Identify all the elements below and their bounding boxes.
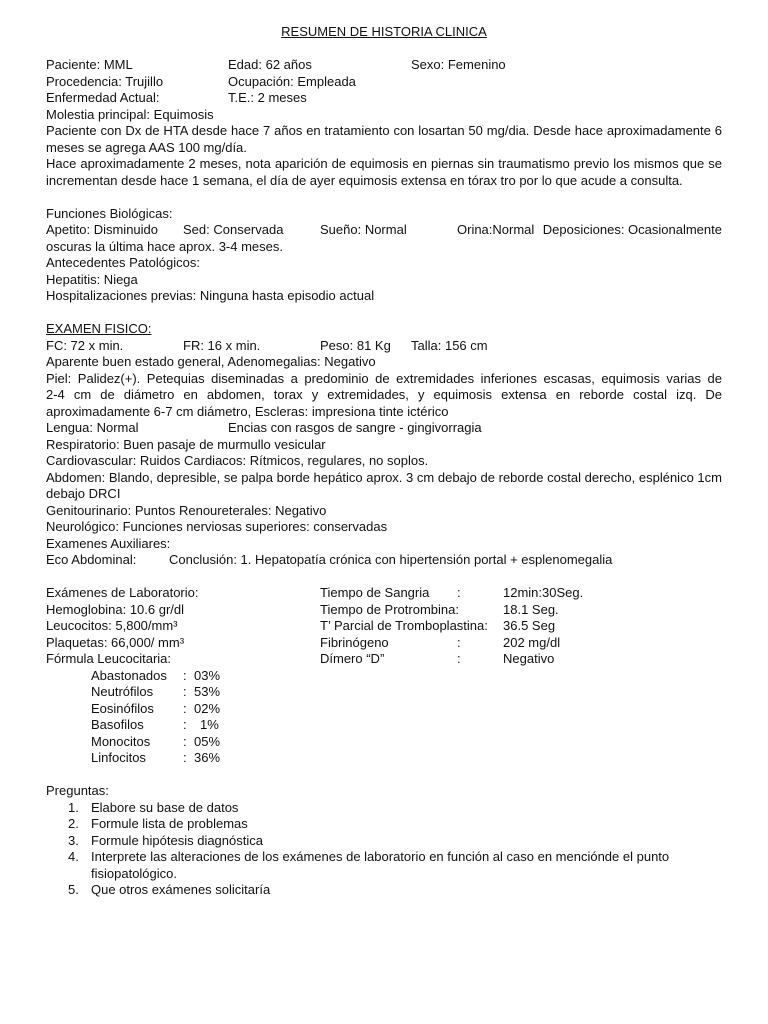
sleep: Sueño: Normal [320, 222, 407, 237]
patient-name: Paciente: MML [46, 57, 133, 72]
formula-value: 36% [194, 750, 221, 765]
lab-value: 12min:30Seg. [503, 585, 584, 600]
history-line: Paciente con Dx de HTA desde hace 7 años en tratamiento con losartan 50 mg/dia. Desde hace aproximadamente 6 [46, 123, 722, 138]
urine: Orina:Normal [457, 222, 535, 237]
leukocyte-formula [46, 668, 722, 767]
lab-left-item: Leucocitos: 5,800/mm³ [46, 618, 178, 633]
question-text: Interprete las alteraciones de los exámenes de laboratorio en función al caso en menciónde el punto fisiopatológico. [91, 849, 670, 881]
lab-row [46, 602, 722, 619]
skin-line: Piel: Palidez(+). Petequias diseminadas a predominio de extremidades inferiones escasas, equimosis varias de [46, 370, 722, 386]
physical-exam-header: EXAMEN FISICO: [46, 321, 152, 336]
formula-sep: : [183, 684, 187, 699]
lab-sep: : [457, 585, 461, 600]
lab-label: Dímero “D” [320, 651, 385, 666]
abdomen-line: debajo DRCI [46, 486, 121, 501]
heart-rate: FC: 72 x min. [46, 337, 124, 353]
question-number: 3. [68, 832, 79, 848]
questions-header: Preguntas: [46, 783, 109, 798]
lab-value: Negativo [503, 651, 555, 666]
hospitalizations: Hospitalizaciones previas: Ninguna hasta episodio actual [46, 288, 375, 303]
tongue: Lengua: Normal [46, 420, 139, 435]
lab-left-item: Plaquetas: 66,000/ mm³ [46, 634, 185, 650]
abdominal-echo [46, 552, 722, 569]
formula-value: 05% [194, 733, 221, 749]
respiratory-rate: FR: 16 x min. [183, 337, 261, 353]
lab-row [46, 651, 722, 668]
main-complaint: Molestia principal: Equimosis [46, 106, 214, 122]
question-text: Elabore su base de datos [91, 799, 239, 815]
formula-value: 02% [194, 700, 221, 716]
patient-row-2 [46, 74, 722, 91]
lab-value: 18.1 Seg. [503, 601, 559, 617]
hepatitis: Hepatitis: Niega [46, 271, 138, 287]
formula-row [46, 684, 722, 701]
patient-sex: Sexo: Femenino [411, 57, 506, 72]
gums: Encias con rasgos de sangre - gingivorragia [228, 420, 482, 435]
lab-left-item: Exámenes de Laboratorio: [46, 585, 199, 600]
patient-row-1 [46, 57, 722, 74]
formula-label: Abastonados [91, 667, 167, 683]
patient-occupation: Ocupación: Empleada [228, 73, 356, 89]
pathological-history-header: Antecedentes Patológicos: [46, 255, 200, 270]
question-item [46, 849, 722, 882]
patient-row-3 [46, 90, 722, 107]
formula-row [46, 717, 722, 734]
formula-sep: : [183, 667, 187, 683]
patient-origin: Procedencia: Trujillo [46, 73, 164, 89]
patient-age: Edad: 62 años [228, 57, 312, 72]
lab-label: Fibrinógeno [320, 634, 389, 650]
formula-sep: : [183, 700, 187, 716]
formula-value: 03% [194, 667, 221, 683]
question-number: 1. [68, 799, 79, 815]
lab-value: 202 mg/dl [503, 634, 561, 650]
lab-value: 36.5 Seg [503, 618, 556, 633]
general-appearance: Aparente buen estado general, Adenomegalias: Negativo [46, 354, 376, 369]
tongue-row [46, 420, 722, 437]
question-text: Formule lista de problemas [91, 816, 248, 831]
question-text: Que otros exámenes solicitaría [91, 882, 271, 897]
formula-sep: : [183, 717, 187, 732]
echo-conclusion: Conclusión: 1. Hepatopatía crónica con hipertensión portal + esplenomegalia [169, 552, 613, 567]
skin-line: aproximadamente 6-7 cm diámetro, Escleras: impresiona tinte ictérico [46, 403, 449, 419]
lab-row [46, 618, 722, 635]
question-item [46, 833, 722, 850]
formula-label: Eosinófilos [91, 700, 154, 716]
lab-sep: : [457, 651, 461, 666]
document-page [46, 24, 722, 899]
bowel-detail: oscuras la última hace aprox. 3-4 meses. [46, 238, 283, 254]
echo-label: Eco Abdominal: [46, 552, 137, 567]
auxiliary-exams-header: Examenes Auxiliares: [46, 535, 171, 551]
lab-label: Tiempo de Sangria [320, 585, 430, 600]
appetite: Apetito: Disminuido [46, 222, 158, 237]
lab-row [46, 635, 722, 652]
lab-label: Tiempo de Protrombina: [320, 601, 459, 617]
formula-sep: : [183, 733, 187, 749]
formula-label: Neutrófilos [91, 684, 154, 699]
question-number: 2. [68, 816, 79, 831]
lab-left-item: Fórmula Leucocitaria: [46, 651, 171, 666]
formula-label: Monocitos [91, 733, 151, 749]
biological-functions-header: Funciones Biológicas: [46, 205, 173, 221]
formula-row [46, 701, 722, 718]
question-item [46, 816, 722, 833]
formula-value: 1% [200, 717, 219, 732]
formula-value: 53% [194, 684, 221, 699]
lab-sep: : [457, 634, 461, 650]
formula-label: Linfocitos [91, 750, 146, 765]
formula-label: Basofilos [91, 717, 144, 732]
questions-list [46, 800, 722, 899]
question-number: 5. [68, 882, 79, 897]
thirst: Sed: Conservada [183, 222, 284, 237]
question-text: Formule hipótesis diagnóstica [91, 832, 263, 848]
formula-row [46, 734, 722, 751]
illness-time: T.E.: 2 meses [228, 90, 307, 105]
formula-row [46, 668, 722, 685]
genitourinary: Genitourinario: Puntos Renoureterales: Negativo [46, 502, 327, 518]
skin-line: 2-4 cm de diámetro en abdomen, torax y extremidades, y equimosis extensa en reborde costal izq. De [46, 387, 722, 402]
question-item [46, 800, 722, 817]
neurological: Neurológico: Funciones nerviosas superiores: conservadas [46, 519, 388, 534]
lab-label: T’ Parcial de Tromboplastina: [320, 618, 488, 633]
history-line: incrementan desde hace 1 semana, el día de ayer equimosis extensa en tórax tro por lo que acude a consulta. [46, 172, 683, 188]
lab-left-item: Hemoglobina: 10.6 gr/dl [46, 601, 185, 617]
biological-functions-row [46, 222, 722, 239]
formula-row [46, 750, 722, 767]
current-illness: Enfermedad Actual: [46, 90, 160, 105]
document-title: RESUMEN DE HISTORIA CLINICA [281, 24, 487, 39]
bowel-movements: Deposiciones: Ocasionalmente [542, 222, 722, 237]
respiratory: Respiratorio: Buen pasaje de murmullo vesicular [46, 436, 326, 452]
question-item [46, 882, 722, 899]
height: Talla: 156 cm [411, 337, 488, 353]
lab-row [46, 585, 722, 602]
vitals-row [46, 338, 722, 355]
history-line: Hace aproximadamente 2 meses, nota aparición de equimosis en piernas sin traumatismo previo los mismos que se [46, 156, 722, 171]
cardiovascular: Cardiovascular: Ruidos Cardiacos: Rítmicos, regulares, no soplos. [46, 453, 429, 468]
abdomen-line: Abdomen: Blando, depresible, se palpa borde hepático aprox. 3 cm debajo de reborde costal derecho, esplénico 1cm [46, 469, 722, 485]
formula-sep: : [183, 750, 187, 765]
question-number: 4. [68, 849, 79, 864]
history-line: meses se agrega AAS 100 mg/día. [46, 139, 247, 155]
weight: Peso: 81 Kg [320, 337, 391, 353]
lab-section [46, 585, 722, 767]
